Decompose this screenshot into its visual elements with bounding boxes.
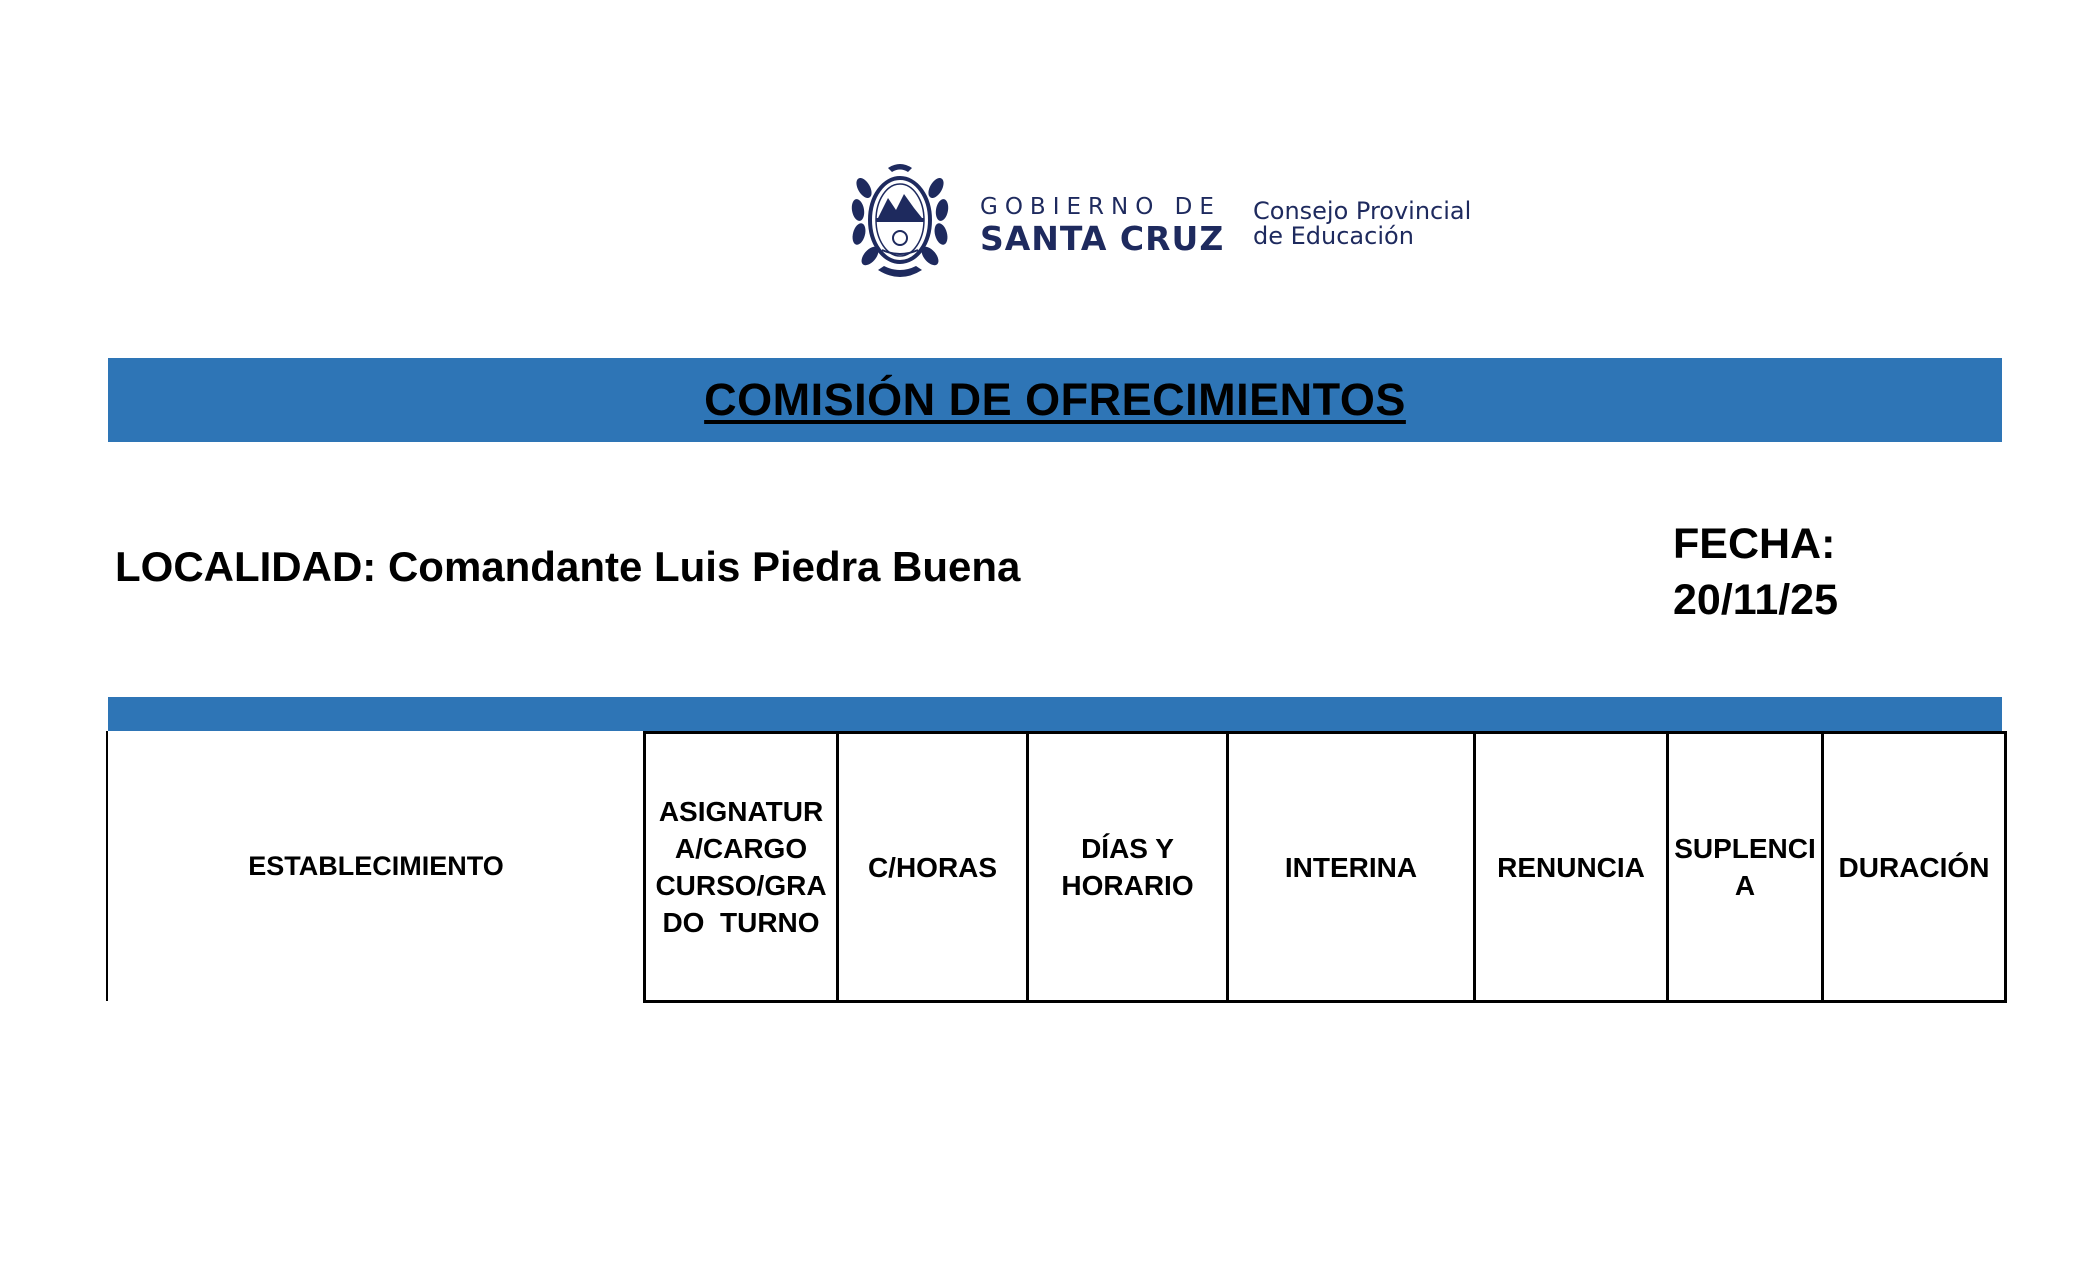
- header-asignatura-line: ASIGNATUR: [658, 796, 824, 827]
- logo: [850, 158, 1490, 288]
- header-duracion: DURACIÓN: [1823, 733, 2006, 1002]
- header-renuncia: RENUNCIA: [1475, 733, 1668, 1002]
- council-name: [1253, 199, 1471, 249]
- header-dias-line: HORARIO: [1061, 870, 1194, 901]
- header-dias-line: DÍAS Y: [1081, 833, 1174, 864]
- header-establecimiento: ESTABLECIMIENTO: [248, 850, 504, 881]
- header-dias-horario: [1028, 733, 1228, 1002]
- localidad-label: LOCALIDAD: Comandante Luis Piedra Buena: [115, 543, 1021, 590]
- table-header-row: [645, 733, 2006, 1002]
- council-name-line2: de Educación: [1253, 222, 1414, 250]
- fecha-label: FECHA:: [1673, 520, 1836, 568]
- header-asignatura-line: CURSO/GRA: [655, 870, 827, 901]
- provincial-seal-icon: [850, 158, 950, 284]
- council-name-line1: Consejo Provincial: [1253, 197, 1472, 225]
- fecha-value: 20/11/25: [1673, 576, 1839, 624]
- header-asignatura-line: A/CARGO: [674, 833, 808, 864]
- header-interina: INTERINA: [1228, 733, 1475, 1002]
- header-suplencia: [1668, 733, 1823, 1002]
- header-suplencia-line: SUPLENCI: [1674, 833, 1816, 864]
- title-bar: [108, 358, 2002, 442]
- table-header-bar: [108, 697, 2002, 731]
- header-horas: C/HORAS: [838, 733, 1028, 1002]
- fecha-block: [1673, 516, 1838, 628]
- government-label: GOBIERNO DE: [980, 194, 1221, 220]
- page-title: COMISIÓN DE OFRECIMIENTOS: [704, 374, 1406, 425]
- header-asignatura: [645, 733, 838, 1002]
- offers-table: [643, 731, 2007, 1003]
- header-suplencia-line: A: [1734, 870, 1756, 901]
- province-name: SANTA CRUZ: [980, 219, 1225, 258]
- header-asignatura-line: DO TURNO: [662, 907, 820, 938]
